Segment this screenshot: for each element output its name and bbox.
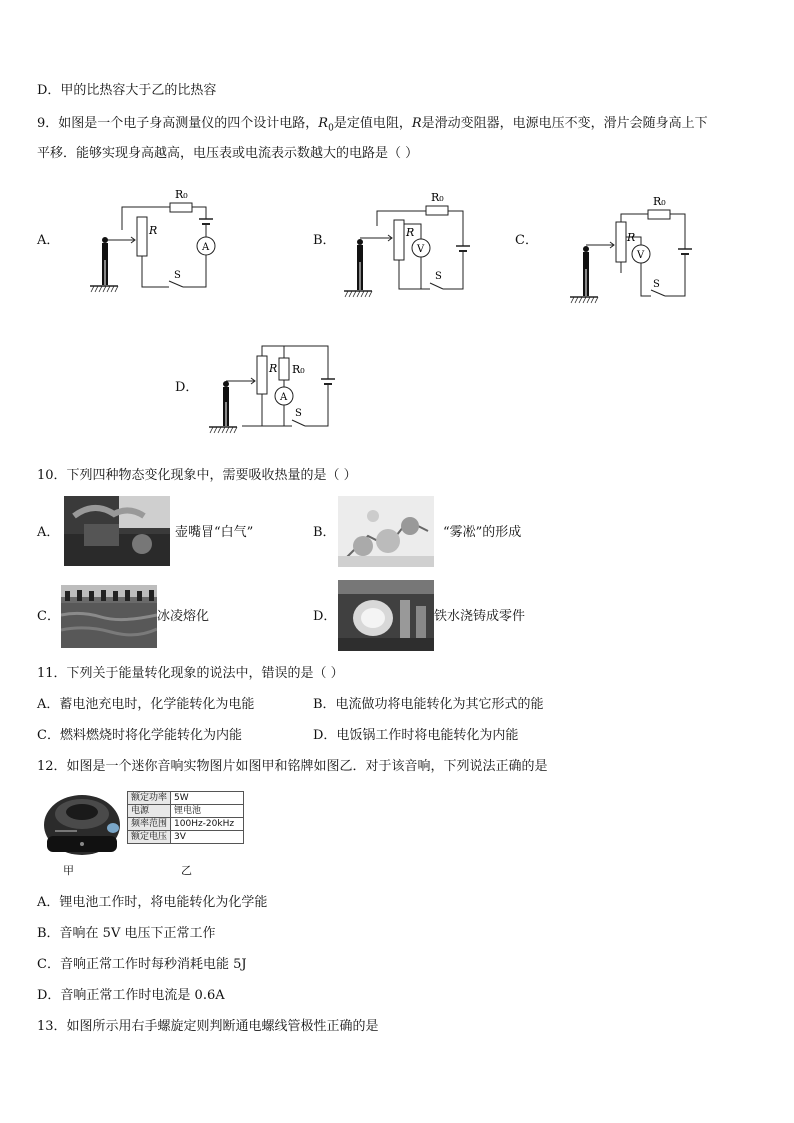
circuit-c-slider-resistor xyxy=(616,222,626,262)
q10-text-b: “雾凇”的形成 xyxy=(443,525,522,540)
q12-option-d: D．音响正常工作时电流是 0.6A xyxy=(37,988,225,1003)
q12-option-c: C．音响正常工作时每秒消耗电能 5J xyxy=(37,957,247,972)
circuit-b-diagram xyxy=(338,186,473,298)
circuit-a-r-label: R xyxy=(149,224,158,237)
q9-label-a: A． xyxy=(37,233,60,248)
q9-label-c: C． xyxy=(515,233,538,248)
circuit-d-person-icon xyxy=(223,381,229,426)
q9-r0-subscript: 0 xyxy=(328,123,334,134)
q9-label-d: D． xyxy=(175,380,199,395)
nameplate-row xyxy=(128,792,244,805)
q10-stem: 10．下列四种物态变化现象中，需要吸收热量的是（ ） xyxy=(37,468,357,483)
circuit-c-r0-label: R₀ xyxy=(653,195,666,208)
circuit-d-r0-resistor xyxy=(279,358,289,380)
circuit-a-r0-label: R₀ xyxy=(175,188,188,201)
q10-photo-c-melting-ice xyxy=(61,585,157,648)
circuit-c-switch-label: S xyxy=(653,279,660,290)
q13-stem: 13．如图所示用右手螺旋定则判断通电螺线管极性正确的是 xyxy=(37,1019,379,1034)
circuit-c-diagram xyxy=(565,193,700,305)
q10-label-d: D． xyxy=(313,609,337,624)
nameplate-row xyxy=(128,831,244,844)
nameplate-row xyxy=(128,818,244,831)
circuit-c-r0-resistor xyxy=(648,210,670,219)
q11-option-b: B．电流做功将电能转化为其它形式的能 xyxy=(313,697,544,712)
q10-text-a: 壶嘴冒“白气” xyxy=(175,525,254,540)
nameplate-key: 额定功率 xyxy=(128,792,171,805)
q9-label-b: B． xyxy=(313,233,336,248)
q10-photo-b-rime xyxy=(338,496,434,567)
circuit-d-r0-label: R₀ xyxy=(292,363,305,376)
circuit-b-person-icon xyxy=(357,239,363,290)
circuit-a-slider-resistor xyxy=(137,217,147,256)
circuit-d-slider-resistor xyxy=(257,356,267,394)
nameplate-row xyxy=(128,805,244,818)
circuit-d-ammeter-label: A xyxy=(280,392,288,403)
q10-photo-a-steam-kettle xyxy=(64,496,170,566)
circuit-a-switch-label: S xyxy=(174,270,181,281)
circuit-b-slider-resistor xyxy=(394,220,404,260)
q12-option-b: B．音响在 5V 电压下正常工作 xyxy=(37,926,216,941)
circuit-c-voltmeter-label: V xyxy=(637,250,645,261)
circuit-a-diagram xyxy=(85,182,220,297)
q10-text-d: 铁水浇铸成零件 xyxy=(434,609,526,624)
q10-photo-d-molten-iron xyxy=(338,580,434,651)
q11-option-a: A．蓄电池充电时，化学能转化为电能 xyxy=(37,697,255,712)
nameplate-key: 电源 xyxy=(128,805,171,818)
circuit-b-r-label: R xyxy=(406,226,415,239)
circuit-d-diagram xyxy=(205,338,340,438)
circuit-a-ammeter-label: A xyxy=(202,242,210,253)
q10-label-c: C． xyxy=(37,609,60,624)
nameplate-value: 3V xyxy=(171,831,244,844)
circuit-b-switch-label: S xyxy=(435,271,442,282)
circuit-b-voltmeter-label: V xyxy=(417,244,425,255)
circuit-b-r0-resistor xyxy=(426,206,448,215)
q9-stem-mid: 是定值电阻， xyxy=(333,116,412,131)
q9-r-symbol: R xyxy=(411,116,422,131)
q10-text-c: 冰凌熔化 xyxy=(157,609,210,624)
circuit-d-r-label: R xyxy=(269,362,278,375)
nameplate-key: 频率范围 xyxy=(128,818,171,831)
q12-option-a: A．锂电池工作时，将电能转化为化学能 xyxy=(37,895,268,910)
nameplate-value: 100Hz-20kHz xyxy=(171,818,244,831)
circuit-c-r-label: R xyxy=(627,231,636,244)
q12-caption-yi: 乙 xyxy=(181,864,192,877)
circuit-d-switch-label: S xyxy=(295,408,302,419)
circuit-a-person-icon xyxy=(102,237,108,285)
q8-option-d: D．甲的比热容大于乙的比热容 xyxy=(37,83,217,98)
q11-option-c: C．燃料燃烧时将化学能转化为内能 xyxy=(37,728,242,743)
circuit-b-r0-label: R₀ xyxy=(431,191,444,204)
q11-option-d: D．电饭锅工作时将电能转化为内能 xyxy=(313,728,519,743)
circuit-c-person-icon xyxy=(583,246,589,296)
q9-stem-prefix: 9．如图是一个电子身高测量仪的四个设计电路， xyxy=(37,116,319,131)
q9-stem-line1 xyxy=(37,116,708,137)
nameplate-value: 5W xyxy=(171,792,244,805)
q9-stem-line2: 平移．能够实现身高越高，电压表或电流表示数越大的电路是（ ） xyxy=(37,146,419,161)
q9-stem-suffix: 是滑动变阻器，电源电压不变，滑片会随身高上下 xyxy=(421,116,708,131)
q12-stem: 12．如图是一个迷你音响实物图片如图甲和铭牌如图乙．对于该音响，下列说法正确的是 xyxy=(37,759,548,774)
q11-stem: 11．下列关于能量转化现象的说法中，错误的是（ ） xyxy=(37,666,344,681)
circuit-a-r0-resistor xyxy=(170,203,192,212)
q10-label-a: A． xyxy=(37,525,60,540)
q10-label-b: B． xyxy=(313,525,336,540)
q12-caption-jia: 甲 xyxy=(63,864,74,877)
nameplate-key: 额定电压 xyxy=(128,831,171,844)
q9-r0-symbol: R xyxy=(318,116,329,131)
q12-speaker-photo xyxy=(41,790,123,860)
nameplate-value: 锂电池 xyxy=(171,805,244,818)
q12-nameplate xyxy=(127,791,244,844)
